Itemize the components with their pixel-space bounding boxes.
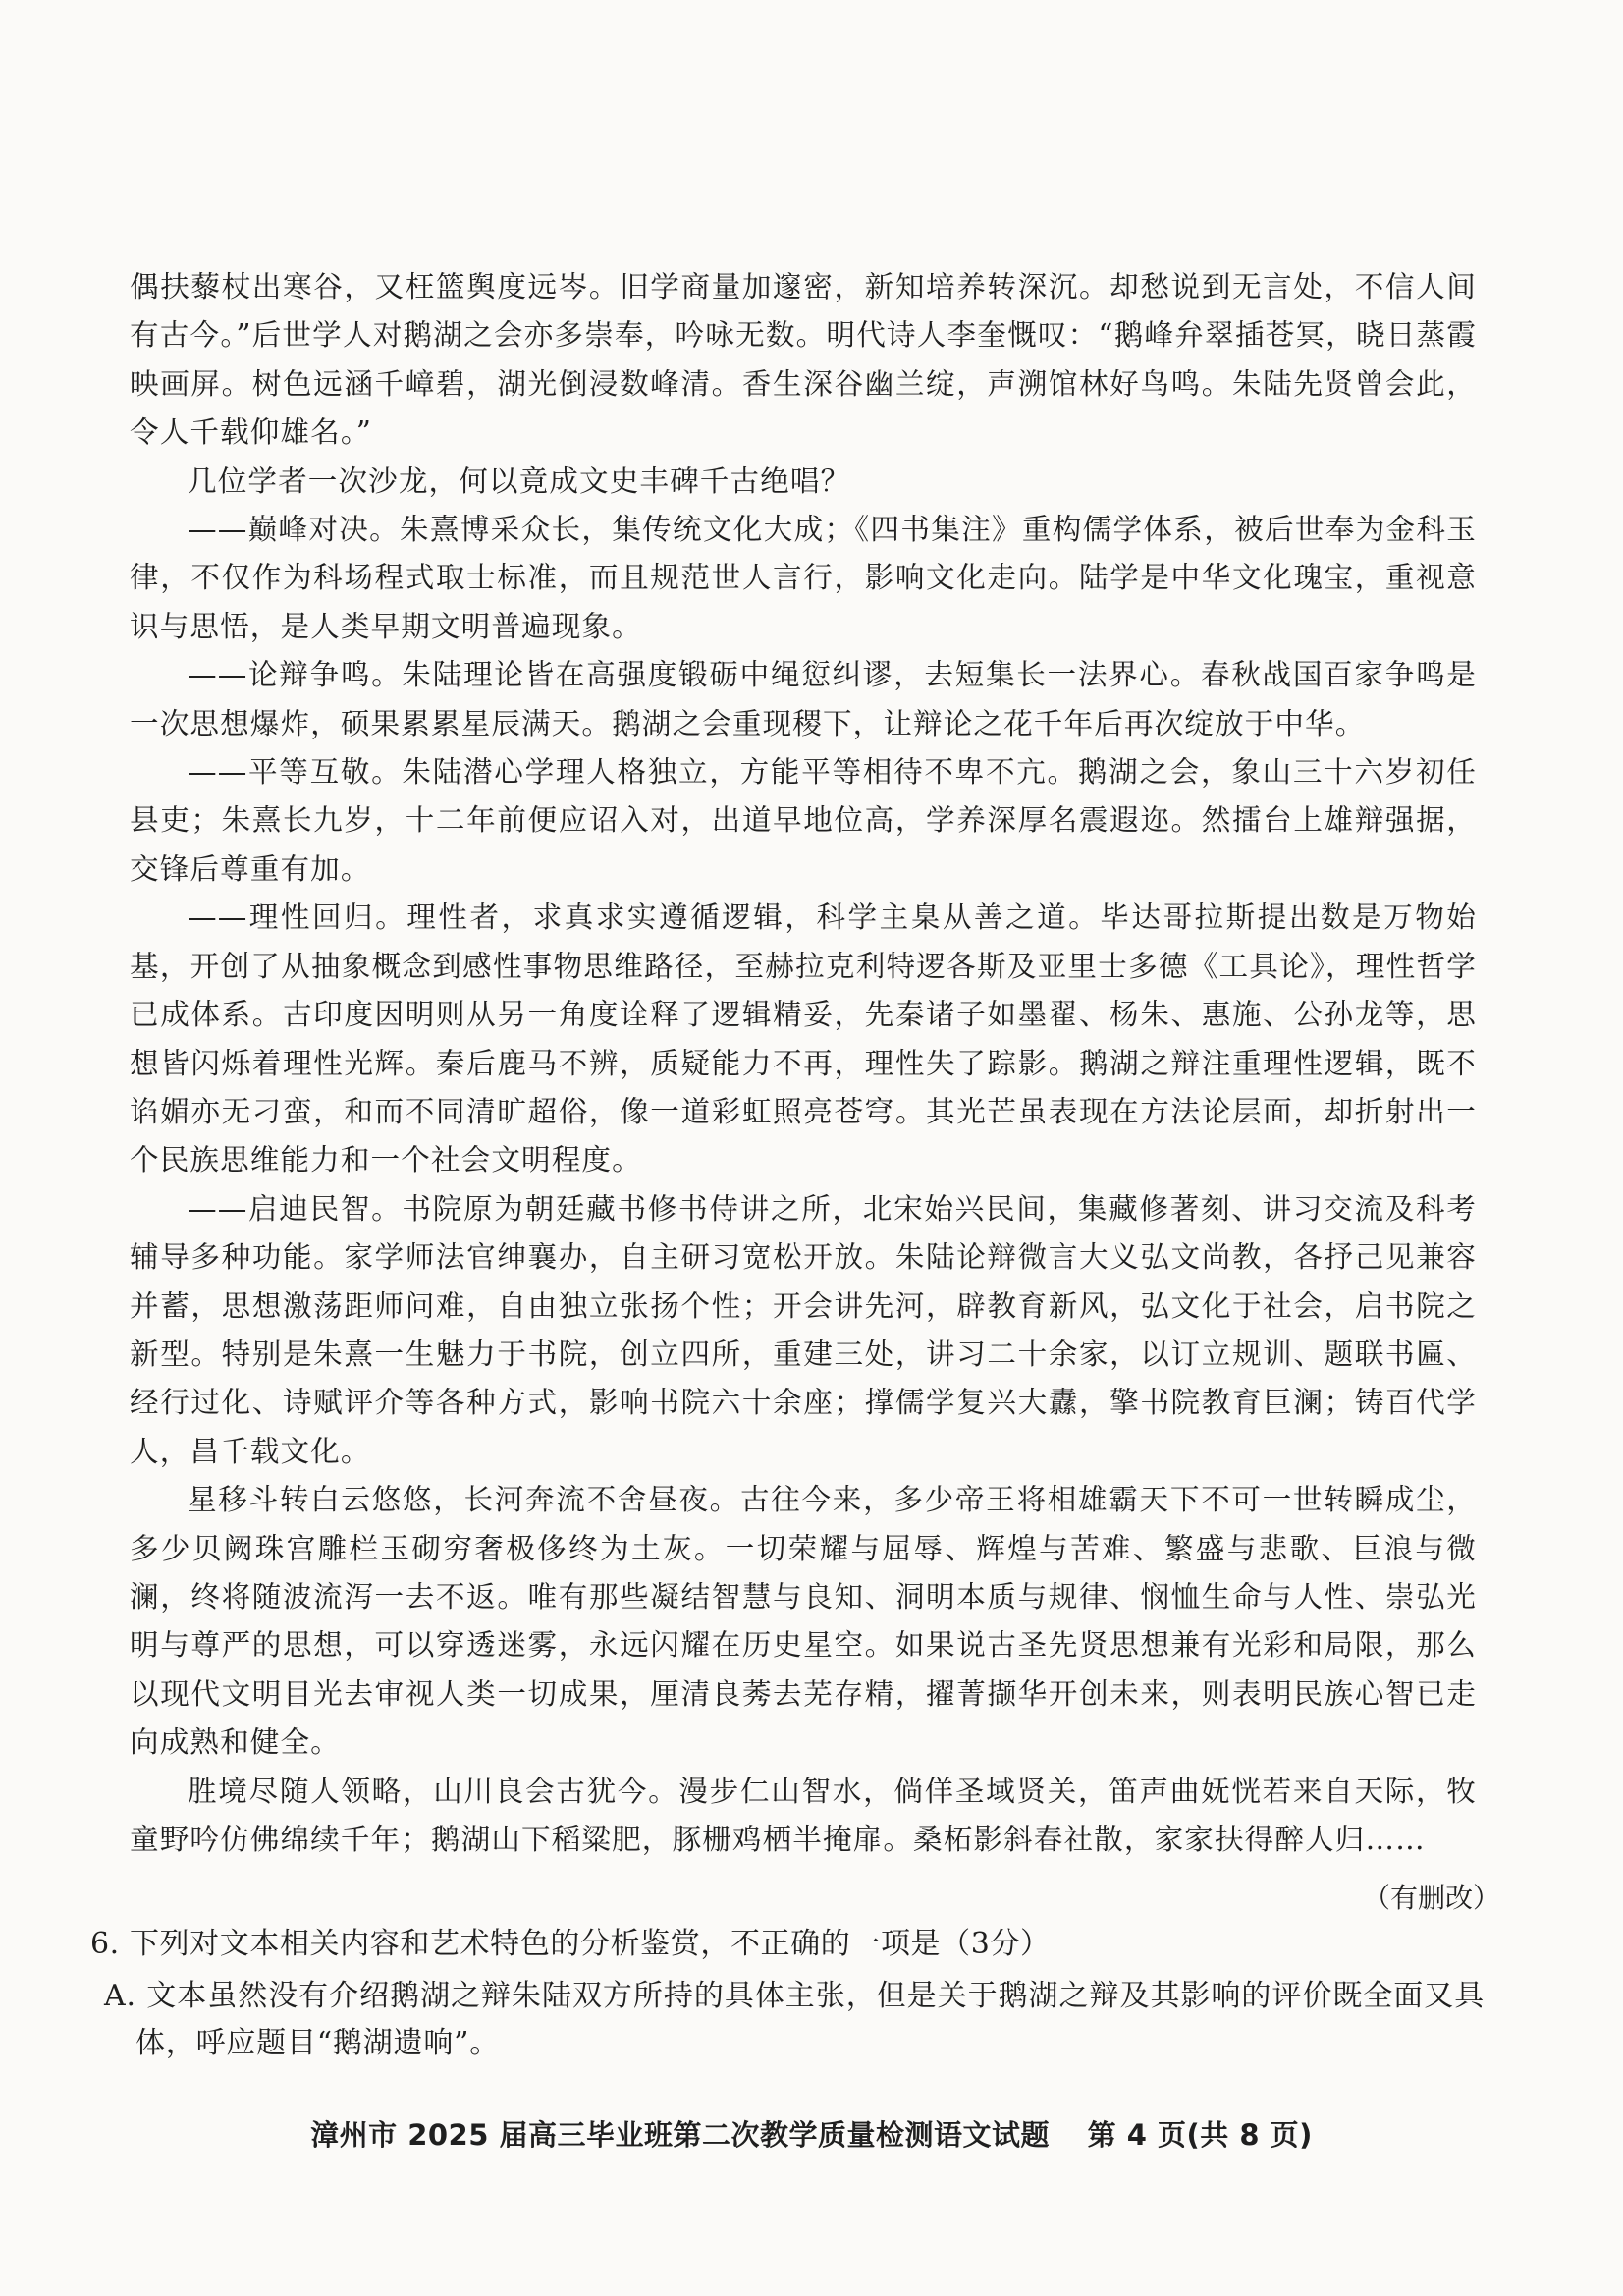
article-paragraph: 几位学者一次沙龙，何以竟成文史丰碑千古绝唱？ <box>188 464 851 498</box>
article-paragraph: 星移斗转白云悠悠，长河奔流不舍昼夜。古往今来，多少帝王将相雄霸天下不可一世转瞬成尘，多少贝阙珠宫雕栏玉砌穷奢极侈终为土灰。一切荣耀与屈辱、辉煌与苦难、繁盛与悲歌、巨浪与微澜，终将随波流泻一去不返。唯有那些凝结智慧与良知、洞明本质与规律、悯恤生命与人性、崇弘光明与尊严的思想，可以穿透迷雾，永远闪耀在历史星空。如果说古圣先贤思想兼有光彩和局限，那么以现代文明目光去审视人类一切成果，厘清良莠去芜存精，擢菁撷华开创未来，则表明民族心智已走向成熟和健全。 <box>130 1483 1477 1760</box>
article-paragraph: ——理性回归。理性者，求真求实遵循逻辑，科学主臬从善之道。毕达哥拉斯提出数是万物始基，开创了从抽象概念到感性事物思维路径，至赫拉克利特逻各斯及亚里士多德《工具论》，理性哲学已成体系。古印度因明则从另一角度诠释了逻辑精妥，先秦诸子如墨翟、杨朱、惠施、公孙龙等，思想皆闪烁着理性光辉。秦后鹿马不辨，质疑能力不再，理性失了踪影。鹅湖之辩注重理性逻辑，既不谄媚亦无刁蛮，和而不同清旷超俗，像一道彩虹照亮苍穹。其光芒虽表现在方法论层面，却折射出一个民族思维能力和一个社会文明程度。 <box>130 901 1477 1177</box>
article-paragraph: ——巅峰对决。朱熹博采众长，集传统文化大成；《四书集注》重构儒学体系，被后世奉为金科玉律，不仅作为科场程式取士标准，而且规范世人言行，影响文化走向。陆学是中华文化瑰宝，重视意识与思悟，是人类早期文明普遍现象。 <box>130 513 1477 643</box>
article-paragraph: ——启迪民智。书院原为朝廷藏书修书侍讲之所，北宋始兴民间，集藏修著刻、讲习交流及科考辅导多种功能。家学师法官绅襄办，自主研习宽松开放。朱陆论辩微言大义弘文尚教，各抒己见兼容并蓄，思想激荡距师问难，自由独立张扬个性；开会讲先河，辟教育新风，弘文化于社会，启书院之新型。特别是朱熹一生魅力于书院，创立四所，重建三处，讲习二十余家，以订立规训、题联书匾、经行过化、诗赋评介等各种方式，影响书院六十余座；撑儒学复兴大纛，擎书院教育巨澜；铸百代学人，昌千载文化。 <box>130 1191 1477 1468</box>
question-option-a: A. 文本虽然没有介绍鹅湖之辩朱陆双方所持的具体主张，但是关于鹅湖之辩及其影响的评价既全面又具体，呼应题目“鹅湖遗响”。 <box>104 1979 1485 2060</box>
page-number: 第 4 页(共 8 页) <box>1087 2118 1313 2152</box>
article-body <box>130 263 1500 1922</box>
question-6 <box>90 1922 1485 2067</box>
exam-title: 漳州市 2025 届高三毕业班第二次教学质量检测语文试题 <box>310 2118 1051 2152</box>
article-paragraph: ——论辩争鸣。朱陆理论皆在高强度锻砺中绳愆纠谬，去短集长一法界心。春秋战国百家争鸣是一次思想爆炸，硕果累累星辰满天。鹅湖之会重现稷下，让辩论之花千年后再次绽放于中华。 <box>130 658 1477 740</box>
revision-note: （有删改） <box>1362 1882 1500 1915</box>
article-paragraph: 偶扶藜杖出寒谷，又枉篮舆度远岑。旧学商量加邃密，新知培养转深沉。却愁说到无言处，不信人间有古今。”后世学人对鹅湖之会亦多崇奉，吟咏无数。明代诗人李奎慨叹：“鹅峰弁翠插苍冥，晓日蒸霞映画屏。树色远涵千嶂碧，湖光倒浸数峰清。香生深谷幽兰绽，声溯馆林好鸟鸣。朱陆先贤曾会此，令人千载仰雄名。” <box>130 270 1477 450</box>
article-paragraph: 胜境尽随人领略，山川良会古犹今。漫步仁山智水，倘佯圣域贤关，笛声曲妩恍若来自天际，牧童野吟仿佛绵续千年；鹅湖山下稻粱肥，豚栅鸡栖半掩扉。桑柘影斜春社散，家家扶得醉人归…… <box>130 1774 1477 1856</box>
article-paragraph: ——平等互敬。朱陆潜心学理人格独立，方能平等相待不卑不亢。鹅湖之会，象山三十六岁初任县吏；朱熹长九岁，十二年前便应诏入对，出道早地位高，学养深厚名震遐迩。然擂台上雄辩强据，交锋后尊重有加。 <box>130 755 1477 886</box>
question-stem: 6. 下列对文本相关内容和艺术特色的分析鉴赏，不正确的一项是（3分） <box>90 1927 1051 1961</box>
page-footer <box>0 2113 1623 2154</box>
